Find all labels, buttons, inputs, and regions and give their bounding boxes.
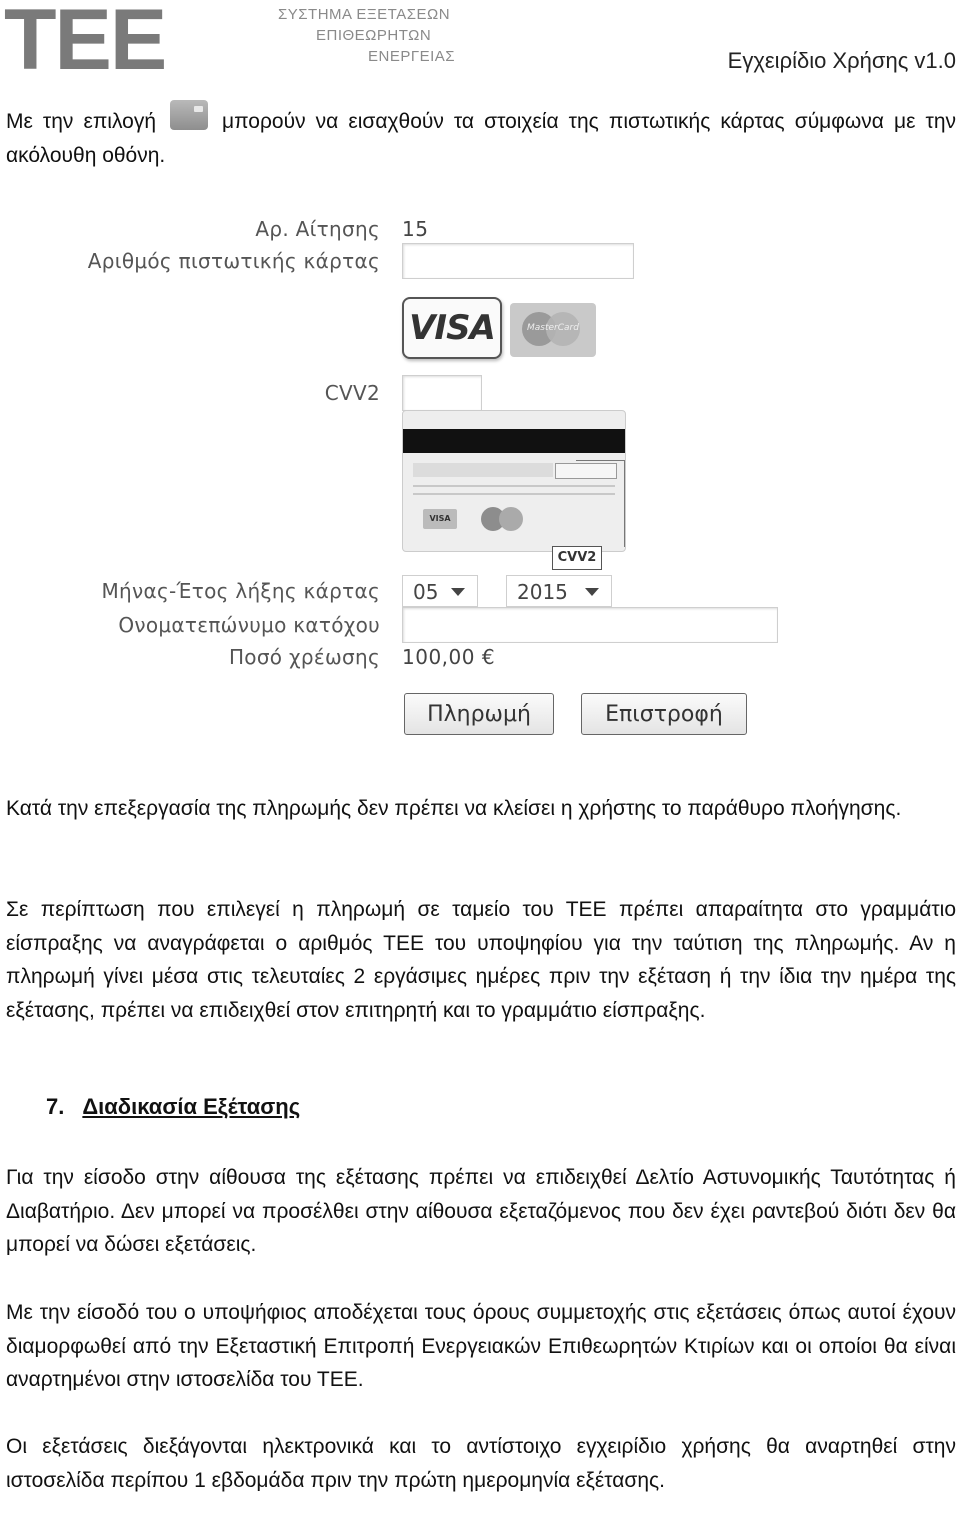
intro-paragraph <box>6 100 956 172</box>
cvv2-label: CVV2 <box>324 381 380 405</box>
card-number-input[interactable] <box>402 243 634 279</box>
expiry-label: Μήνας-Έτος λήξης κάρτας <box>101 579 380 603</box>
chevron-down-icon <box>451 588 465 596</box>
mini-mastercard-logo <box>481 507 525 531</box>
id-requirement-paragraph: Για την είσοδο στην αίθουσα της εξέτασης πρέπει να επιδειχθεί Δελτίο Αστυνομικής Ταυτότητας ή Διαβατήριο. Δεν μπορεί να προσέλθει στην αίθουσα εξεταζόμενος που δεν έχει ραντεβού διότι δεν θα μπορεί να δώσει εξετάσεις. <box>6 1166 956 1256</box>
application-no-label: Αρ. Αίτησης <box>255 217 380 241</box>
amount-value: 100,00 € <box>402 645 496 669</box>
back-button[interactable]: Επιστροφή <box>581 693 747 735</box>
payment-form <box>87 205 800 755</box>
mastercard-logo[interactable] <box>510 303 596 357</box>
visa-logo[interactable]: VISA <box>402 297 502 359</box>
tee-logo: TEE <box>4 0 166 88</box>
intro-text-after: μπορούν να εισαχθούν τα στοιχεία της πιστωτικής κάρτας σύμφωνα με την ακόλουθη οθόνη. <box>6 110 956 167</box>
processing-warning-paragraph: Κατά την επεξεργασία της πληρωμής δεν πρέπει να κλείσει η χρήστης το παράθυρο πλοήγησης. <box>6 797 902 820</box>
terms-acceptance-paragraph: Με την είσοδό του ο υποψήφιος αποδέχεται τους όρους συμμετοχής στις εξετάσεις όπως αυτοί έχουν διαμορφωθεί από την Εξεταστική Επιτροπή Ενεργειακών Επιθεωρητών Κτιρίων και οι οποίοι θα είναι αναρτημένοι στην ιστοσελίδα του ΤΕΕ. <box>6 1301 956 1391</box>
logo-subtitle <box>278 4 455 67</box>
mastercard-logo-text: MasterCard <box>527 323 579 333</box>
signature-panel <box>413 463 553 477</box>
logo-subtitle-line: ΕΝΕΡΓΕΙΑΣ <box>368 48 456 65</box>
credit-card-icon <box>170 100 208 130</box>
expiry-year-value: 2015 <box>517 580 568 604</box>
section-number: 7. <box>46 1094 65 1119</box>
section-title: Διαδικασία Εξέτασης <box>82 1094 301 1119</box>
cvv-callout-line <box>576 460 625 547</box>
application-no-value: 15 <box>402 217 429 241</box>
chevron-down-icon <box>585 588 599 596</box>
expiry-year-select[interactable] <box>506 575 612 607</box>
holder-name-input[interactable] <box>402 607 778 643</box>
cvv2-input[interactable] <box>402 375 482 411</box>
logo-subtitle-line: ΕΠΙΘΕΩΡΗΤΩΝ <box>316 27 432 44</box>
pay-button[interactable]: Πληρωμή <box>404 693 554 735</box>
card-number-label: Αριθμός πιστωτικής κάρτας <box>87 249 380 273</box>
expiry-month-value: 05 <box>413 580 439 604</box>
manual-version: Εγχειρίδιο Χρήσης v1.0 <box>727 48 956 73</box>
magnetic-strip <box>403 429 625 453</box>
expiry-month-select[interactable] <box>402 575 478 607</box>
section-heading <box>46 1094 300 1120</box>
cashier-payment-paragraph: Σε περίπτωση που επιλεγεί η πληρωμή σε ταμείο του ΤΕΕ πρέπει απαραίτητα στο γραμμάτιο είσπραξης να αναγράφεται ο αριθμός ΤΕΕ του υποψηφίου για την ταύτιση της πληρωμής. Αν η πληρωμή γίνει μέσα στις τελευταίες 2 εργάσιμες ημέρες πριν την εξέταση ή την ίδια την ημέρα της εξέτασης, πρέπει να επιδειχθεί στον επιτηρητή και το γραμμάτιο είσπραξης. <box>6 898 956 1022</box>
electronic-exam-paragraph: Οι εξετάσεις διεξάγονται ηλεκτρονικά και το αντίστοιχο εγχειρίδιο χρήσης θα αναρτηθεί στην ιστοσελίδα περίπου 1 εβδομάδα πριν την πρώτη ημερομηνία εξέτασης. <box>6 1435 956 1492</box>
cvv2-callout: CVV2 <box>552 546 602 570</box>
amount-label: Ποσό χρέωσης <box>228 645 380 669</box>
holder-label: Ονοματεπώνυμο κατόχου <box>118 613 380 637</box>
mini-visa-logo: VISA <box>423 509 457 529</box>
intro-text-before: Με την επιλογή <box>6 110 157 133</box>
logo-subtitle-line: ΣΥΣΤΗΜΑ ΕΞΕΤΑΣΕΩΝ <box>278 6 451 23</box>
